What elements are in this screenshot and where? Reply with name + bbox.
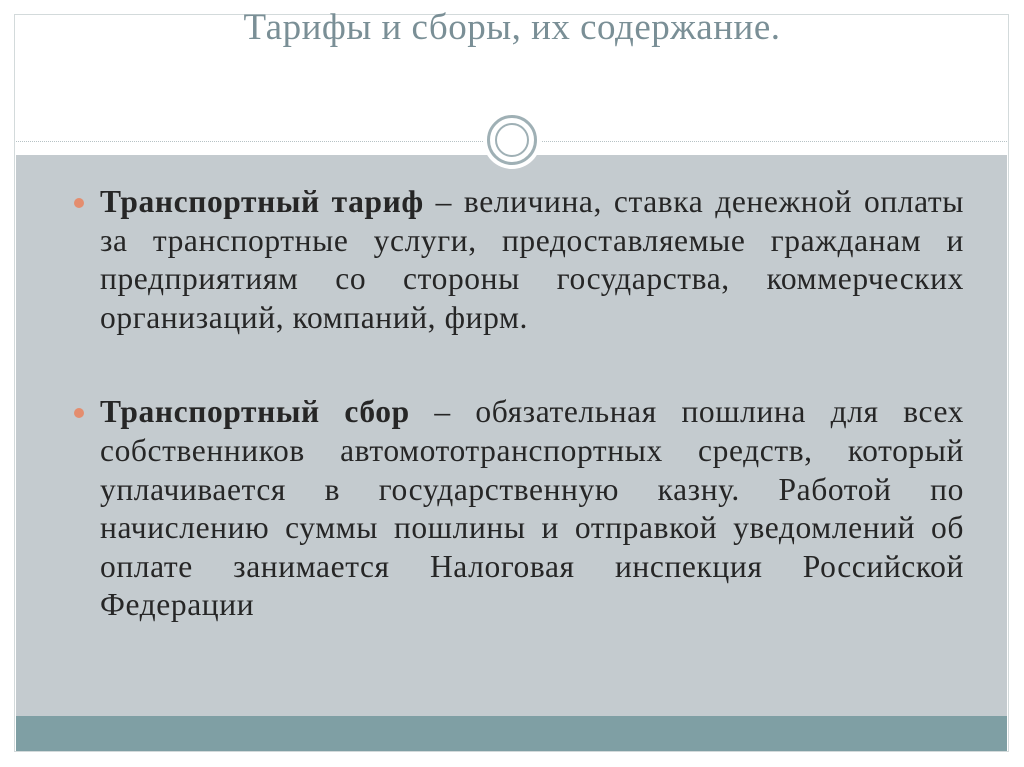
ring-icon (487, 115, 537, 165)
definition-fee: – обязательная пошлина для всех собственников автомототранспортных средств, который уплачивается в государственную казну. Работой по начислению суммы пошлины и отправкой уведомлений об оплате занимается Налоговая инспекция Российской Федерации (100, 394, 964, 623)
bullet-item-tariff (100, 183, 964, 337)
ring-inner-icon (495, 123, 529, 157)
footer-band (16, 716, 1007, 751)
term-tariff: Транспортный тариф (100, 184, 424, 219)
term-fee: Транспортный сбор (100, 394, 410, 430)
bullet-item-fee (100, 393, 964, 625)
slide-title: Тарифы и сборы, их содержание. (243, 7, 781, 48)
bullet-dot-icon (74, 198, 84, 208)
definition-tariff: – величина, ставка денежной оплаты за транспортные услуги, предоставляемые гражданам и предприятиям со стороны государства, коммерческих организаций, компаний, фирм. (100, 184, 965, 335)
ring-decoration (483, 111, 541, 169)
bullet-list (100, 183, 964, 625)
